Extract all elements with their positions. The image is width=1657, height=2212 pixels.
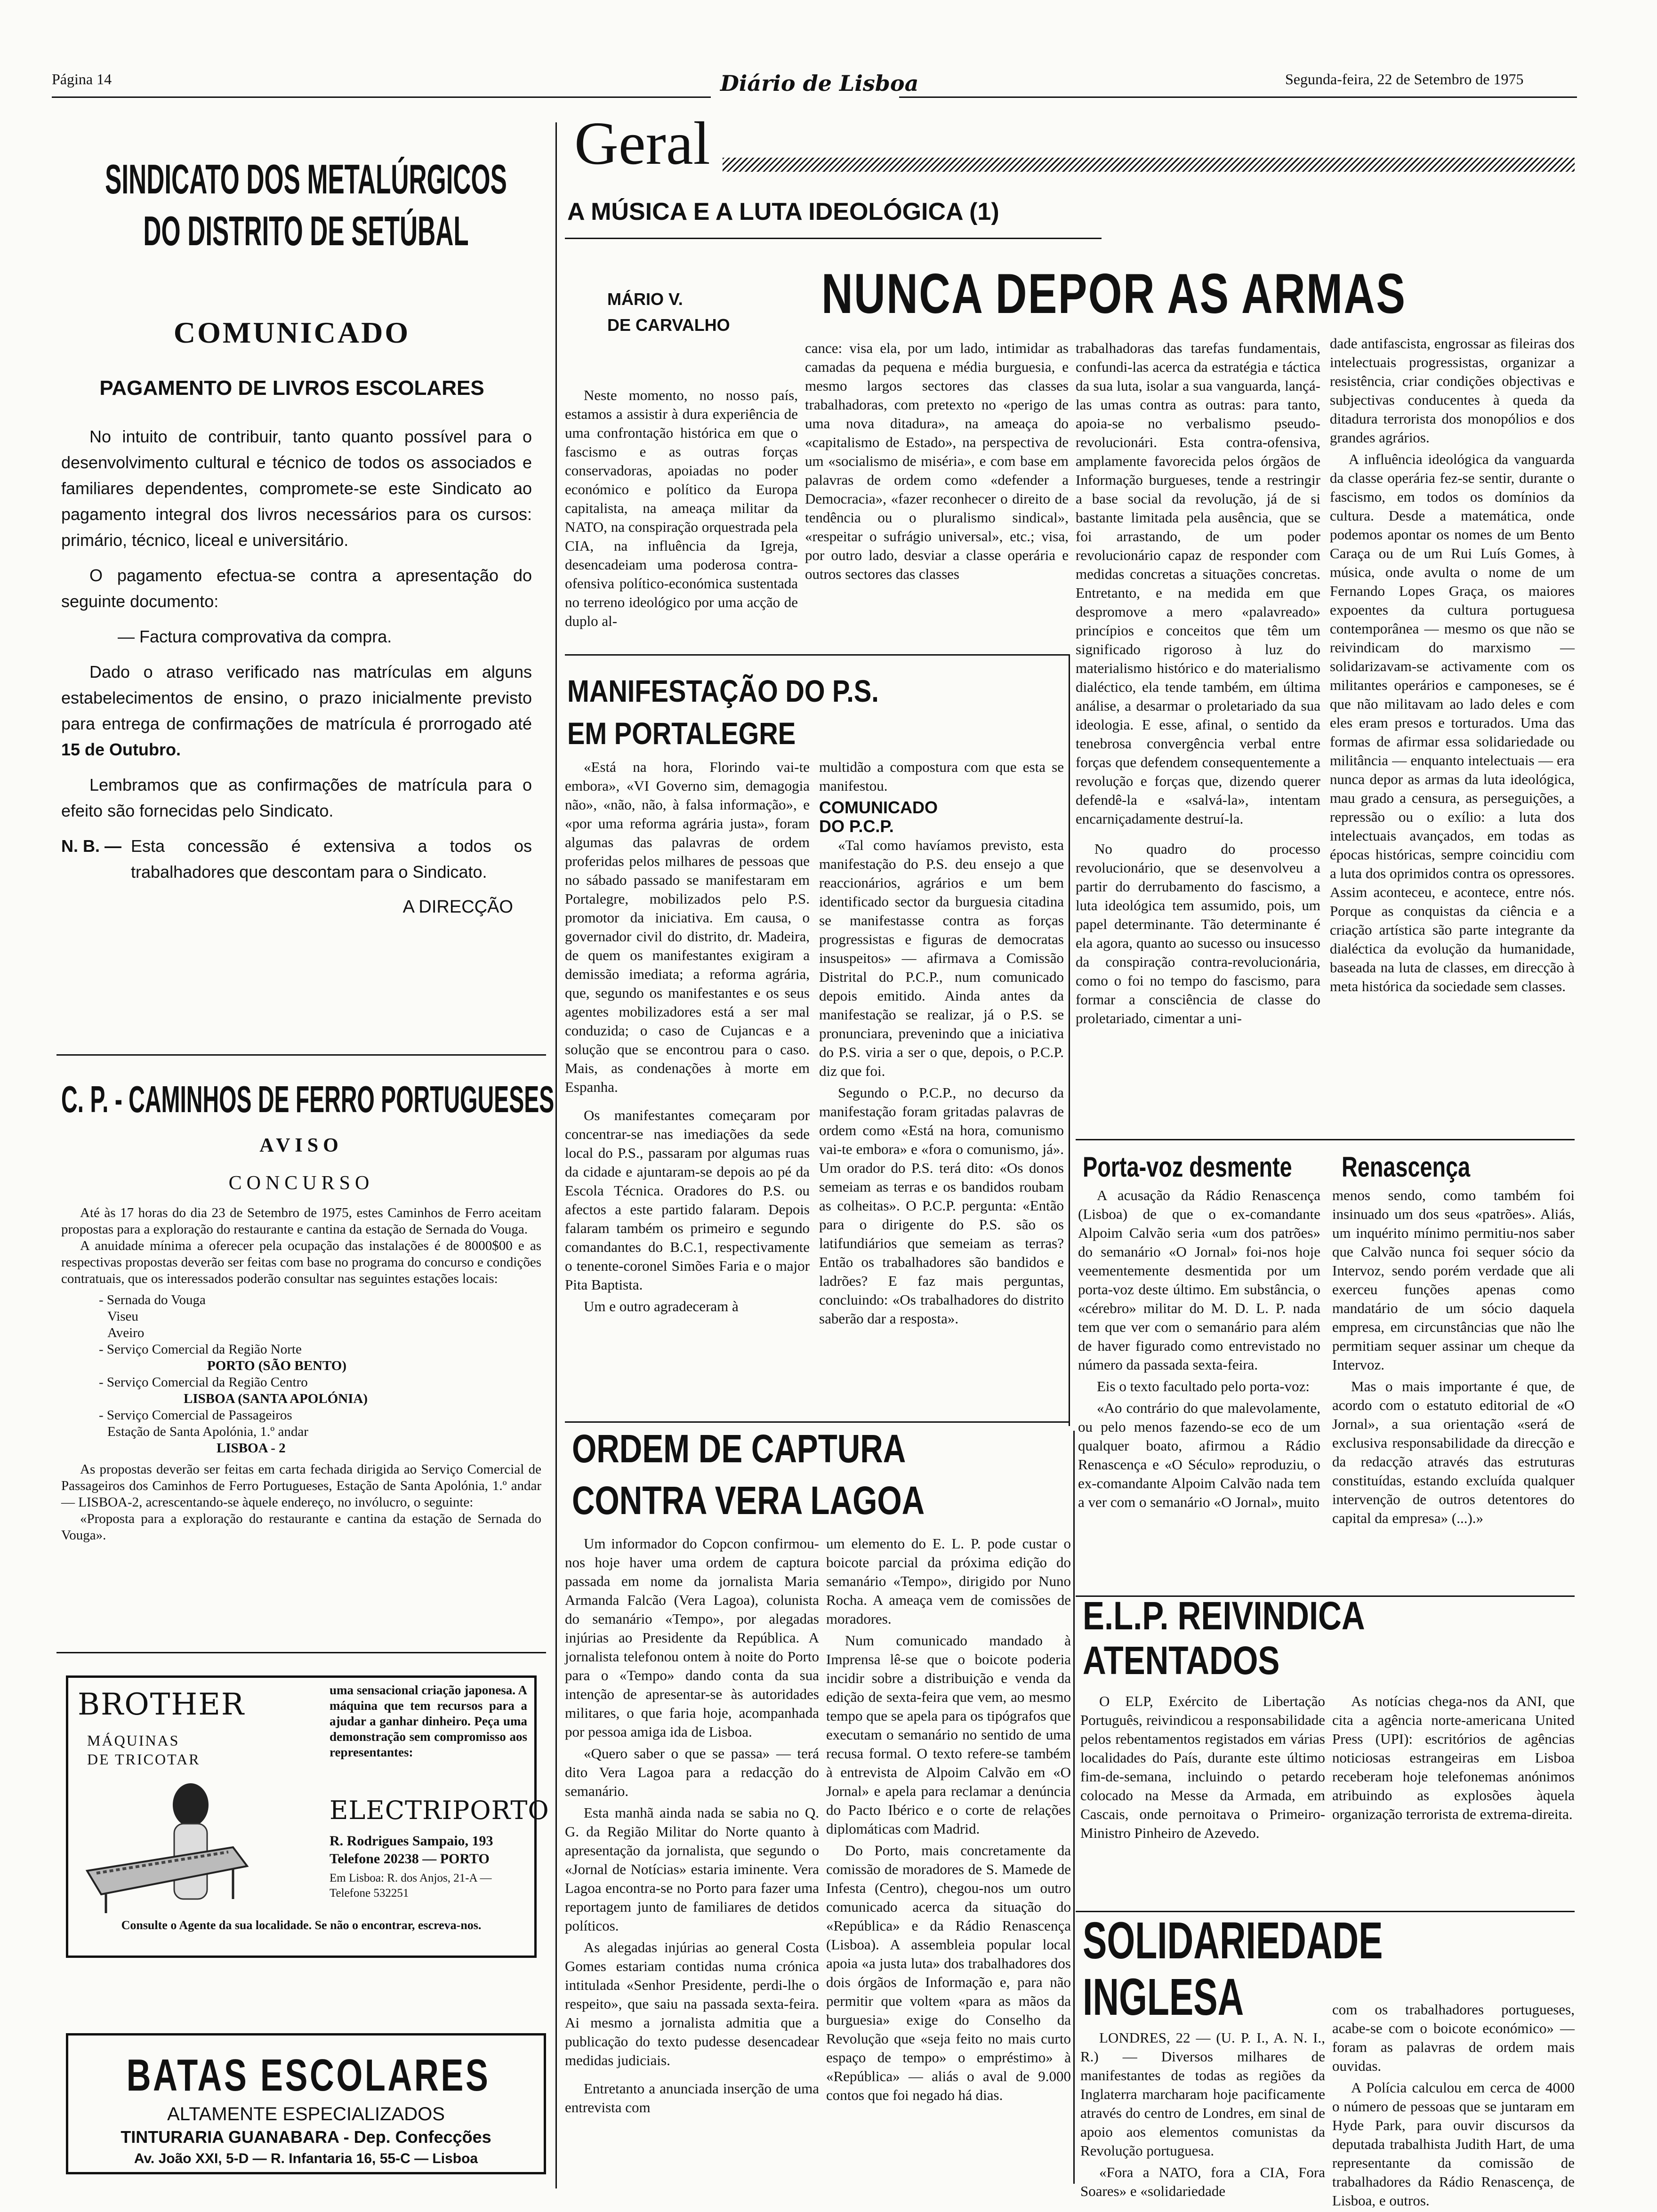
ordem-paragraph: Um informador do Copcon confirmou-nos hoje haver uma ordem de captura passada em nome da jornalista Maria Armanda Falcão (Vera Lagoa), colunista do semanário «Tempo», por alegadas injúrias ao Presidente da República. A jornalista telefonou ontem à noite do Porto para o «Tempo» dando conta da sua intenção de apresentar-se às autoridades militares, o que faria hoje, acompanhada por pessoa amiga ida de Lisboa. (565, 1535, 819, 1740)
ordem-paragraph: Entretanto a anunciada inserção de uma entrevista com (565, 2080, 819, 2116)
author-line1: MÁRIO V. (607, 289, 683, 309)
issue-date: Segunda-feira, 22 de Setembro de 1975 (1285, 71, 1524, 88)
sindicato-p4: Dado o atraso verificado nas matrículas em alguns estabelecimentos de ensino, o prazo inicialmente previsto para entrega de confirmações de matrícula é prorrogado até 15 de Outubro. (61, 662, 532, 759)
sindicato-nb (61, 833, 532, 885)
porta-paragraph: Mas o mais importante é que, de acordo com o estatuto editorial de «O Jornal», a sua orientação «será de exclusiva responsabilidade da direcção e da redacção através das estruturas constituídas, estando excluída qualquer intervenção de outros detentores do capital da empresa» (...).» (1332, 1378, 1575, 1526)
porta-top-rule (1076, 1139, 1575, 1140)
brother-addr2: Telefone 20238 — PORTO (330, 1851, 490, 1867)
manif-subhead-2: DO P.C.P. (819, 817, 894, 836)
cp-list-item: LISBOA - 2 (217, 1441, 286, 1456)
sindicato-body (61, 424, 532, 920)
cp-p4: «Proposta para a exploração do restaurante e cantina da estação de Sernada do Vouga». (61, 1511, 541, 1543)
page-number: Página 14 (52, 71, 112, 88)
brother-text: uma sensacional criação japonesa. A máquina que tem recursos para a ajudar a ganhar dinheiro. Peça uma demonstração sem compromisso aos representantes: (330, 1683, 527, 1759)
musica-paragraph: Neste momento, no nosso país, estamos a assistir à dura experiência de uma confrontação histórica em que o fascismo e as outras forças conservadoras, apoiadas no poder económico e político da Europa capitalista, na ameaça militar da NATO, na conspiração orquestrada pela CIA, na influência da Igreja, desencadeiam uma poderosa contra-ofensiva político-económica sustentada no terreno ideológico por uma acção de duplo al- (565, 387, 798, 629)
brother-dealer: ELECTRIPORTO (330, 1795, 549, 1825)
batas-title: BATAS ESCOLARES (126, 2050, 491, 2100)
sol-title-line2: INGLESA (1083, 1968, 1244, 2026)
batas-company: TINTURARIA GUANABARA - Dep. Confecções (121, 2127, 491, 2147)
brother-sub1: MÁQUINAS (87, 1732, 180, 1749)
musica-col3 (1076, 339, 1320, 1130)
author-line2: DE CARVALHO (607, 315, 730, 335)
ordem-paragraph: um elemento do E. L. P. pode custar o boicote parcial da próxima edição do semanário «Tempo», dirigido por Nuno Rocha. A ameaça vem de comissões de moradores. (826, 1535, 1071, 1627)
kicker-rule (565, 238, 1102, 239)
cp-p2: A anuidade mínima a oferecer pela ocupação das instalações é de 8000$00 e as respectivas propostas deverão ser feitas com base no programa do concurso e condições contratuais, que os interessados poderão consultar nas seguintes estações locais: (61, 1238, 541, 1286)
cp-notice (56, 1078, 555, 1643)
sindicato-p5: Lembramos que as confirmações de matrícula para o efeito são fornecidas pelo Sindicato. (61, 775, 532, 820)
masthead-rule-left (52, 96, 711, 98)
manif-paragraph: Um e outro agradeceram à (584, 1298, 739, 1314)
section-title-hatch (723, 158, 1575, 172)
porta-paragraph: menos sendo, como também foi insinuado um dos seus «patrões». Aliás, um inquérito mínimo permitiu-nos saber que Calvão nunca foi sequer sócio da Intervoz, sendo porém verdade que ali exerceu funções apenas como mandatário de um sócio daquela empresa, em circunstâncias que não lhe permitiam sequer assinar um cheque da Intervoz. (1332, 1187, 1575, 1373)
cp-list-item: - Serviço Comercial da Região Norte (99, 1342, 302, 1357)
batas-sub: ALTAMENTE ESPECIALIZADOS (167, 2104, 445, 2124)
cp-list-item: Viseu (107, 1309, 138, 1324)
brother-ad (66, 1675, 549, 1958)
musica-paragraph: dade antifascista, engrossar as fileiras dos intelectuais progressistas, organizar a resistência, criar condições objectivas e subjectivas conducentes à queda da ditadura terrorista dos monopólios e dos grandes agrários. (1330, 335, 1575, 446)
porta-paragraph: A acusação da Rádio Renascença (Lisboa) de que o ex-comandante Alpoim Calvão seria «um dos patrões» do semanário «O Jornal» foi-nos hoje veementemente desmentida por um porta-voz deste último. Em substância, o «cérebro» militar do M. D. L. P. nada tem que ver com o semanário para além de haver figurado como entrevistado no número da passada sexta-feira. (1078, 1187, 1320, 1373)
elp-title-line2: ATENTADOS (1083, 1638, 1280, 1683)
elp-paragraph: As notícias chega-nos da ANI, que cita a agência norte-americana United Press (UPI): escritórios de agências noticiosas estrangeiras em Lisboa receberam hoje telefonemas anónimos atribuindo as explosões àquela organização terrorista de extrema-direita. (1332, 1693, 1575, 1822)
ordem-title-line2: CONTRA VERA LAGOA (572, 1478, 925, 1523)
cp-p3: As propostas deverão ser feitas em carta fechada dirigida ao Serviço Comercial de Passageiros dos Caminhos de Ferro Portugueses, Estação de Santa Apolónia, 1.º andar — LISBOA-2, acrescentando-se àquele endereço, no invólucro, o seguinte: (61, 1462, 541, 1510)
sol-col1 (1080, 2028, 1325, 2198)
musica-box-rule (565, 654, 1069, 656)
cp-station-list (61, 1292, 541, 1457)
manif-paragraph: multidão a compostura com que esta se manifestou. (819, 759, 1064, 794)
left-divider-1 (56, 1054, 546, 1056)
manif-subhead-1: COMUNICADO (819, 798, 938, 817)
sol-paragraph: A Polícia calculou em cerca de 4000 o número de pessoas que se juntaram em Hyde Park, para ouvir discursos da deputada trabalhista Judith Hart, de uma representante da comissão de trabalhadores da Rádio Renascença, de Lisboa, e outros. (1332, 2079, 1575, 2209)
ordem-col2 (826, 1534, 1071, 2198)
manif-col2 (819, 758, 1064, 1407)
cp-list-item: Estação de Santa Apolónia, 1.º andar (107, 1424, 308, 1439)
sindicato-p1: No intuito de contribuir, tanto quanto possível para o desenvolvimento cultural e técnico de todos os associados e familiares dependentes, compromete-se este Sindicato ao pagamento integral dos livros necessários para os cursos: primário, técnico, liceal e universitário. (61, 427, 532, 550)
sol-col2 (1332, 2000, 1575, 2209)
cp-title: C. P. - CAMINHOS DE FERRO PORTUGUESES (61, 1078, 555, 1120)
sol-paragraph: «Fora a NATO, fora a CIA, Fora Soares» e «solidariedade (1080, 2164, 1325, 2199)
brother-sub2: DE TRICOTAR (87, 1751, 201, 1768)
batas-ad (66, 2033, 546, 2174)
cp-aviso: AVISO (259, 1135, 343, 1156)
comunicado-heading: COMUNICADO (173, 316, 410, 349)
series-kicker: A MÚSICA E A LUTA IDEOLÓGICA (1) (567, 198, 999, 225)
ordem-title-line1: ORDEM DE CAPTURA (572, 1427, 906, 1471)
ordem-paragraph: Num comunicado mandado à Imprensa lê-se que o boicote poderia incidir sobre a distribuição e venda da edição de sexta-feira que vem, ao mesmo tempo que se apela para os tipógrafos que executam o semanário no sentido de uma recusa formal. O texto refere-se também à entrevista de Alpoim Calvão em «O Jornal» e apela para reclamar a denúncia do Pacto Ibérico e o corte de relações diplomáticas com Madrid. (826, 1632, 1071, 1837)
porta-paragraph: Eis o texto facultado pelo porta-voz: (1097, 1378, 1310, 1395)
sindicato-p2: O pagamento efectua-se contra a apresentação do seguinte documento: (61, 566, 532, 611)
musica-box-vrule (1069, 654, 1070, 1426)
sindicato-title-line1: SINDICATO DOS METALÚRGICOS (105, 156, 507, 202)
cp-list-item: - Serviço Comercial da Região Centro (99, 1375, 308, 1390)
brother-addr1: R. Rodrigues Sampaio, 193 (330, 1833, 493, 1849)
manif-bottom-rule (565, 1421, 1069, 1423)
cp-concurso: CONCURSO (228, 1172, 374, 1194)
musica-paragraph: A influência ideológica da vanguarda da classe operária fez-se sentir, durante o fascismo, em todos os domínios da cultura. Desde a matemática, onde podemos apontar os nomes de um Bento Caraça ou de um Rui Luís Gomes, à música, onde avulta o nome de um Fernando Lopes Graça, os maiores expoentes da cultura portuguesa contemporânea — mesmo os que não se reivindicam do marxismo — solidarizavam-se activamente com os militantes operários e camponeses, se é que não militavam ao lado deles e com eles eram presos e torturados. Uma das formas de afirmar essa solidariedade ou militância — enquanto intelectuais — era nunca depor as armas da luta ideológica, mau grado a censura, as perseguições, a repressão ou o exílio: a luta dos intelectuais avançados, em todas as épocas históricas, sempre coincidiu com a luta dos oprimidos contra os opressores. Assim aconteceu, e acontece, entre nós. Porque as conquistas da ciência e a criação artística são parte integrante da dialéctica da evolução da humanidade, baseada na luta de classes, em direcção à meta histórica da sociedade sem classes. (1330, 451, 1575, 994)
nb-text: Esta concessão é extensiva a todos os trabalhadores que descontam para o Sindicato. (131, 836, 532, 882)
brother-footer: Consulte o Agente da sua localidade. Se não o encontrar, escreva-nos. (121, 1918, 482, 1932)
porta-title-line1: Porta-voz desmente (1083, 1151, 1292, 1183)
cp-list-item: Aveiro (107, 1325, 145, 1340)
manif-paragraph: Os manifestantes começaram por concentrar-se nas imediações da sede local do P.S., passaram por algumas ruas da cidade e ajuntaram-se depois ao pé da Escola Técnica. Oradores do P.S. ou afectos a este partido falaram. Depois falaram também os primeiro e segundo comandantes do B.C.1, respectivamente o tenente-coronel Simões Faria e o major Pita Baptista. (565, 1107, 810, 1293)
ordem-paragraph: Do Porto, mais concretamente da comissão de moradores de S. Mamede de Infesta (Centro), chegou-nos um outro comunicado acerca da situação do «República» e da Rádio Renascença (Lisboa). A assembleia popular local apoia «a justa luta» dos trabalhadores dos dois órgãos de Informação e, para não permitir que voltem «para as mãos da burguesia» exige do Conselho da Revolução que «seja feito no mais curto espaço de tempo» o empréstimo» à «República» — aliás o aval de 9.000 contos que foi negado há dias. (826, 1842, 1071, 2103)
section-title: Geral (574, 110, 710, 177)
musica-paragraph: cance: visa ela, por um lado, intimidar as camadas da pequena e média burguesia, e mesmo largos sectores das classes trabalhadoras, com pretexto no «perigo de uma nova ditadura», na ameaça do «capitalismo de Estado», na perspectiva de um «socialismo de miséria», e com base em palavras de ordem como «defender a Democracia», «fazer reconhecer o direito de tendência ou o pluralismo sindical», «respeitar o sufrágio universal», etc.; visa, por outro lado, desviar a classe operária e outros sectores das classes (805, 340, 1069, 582)
porta-col1 (1078, 1186, 1320, 1600)
masthead-rule-right (899, 96, 1577, 98)
elp-title-line1: E.L.P. REIVINDICA (1083, 1594, 1365, 1638)
elp-col2 (1332, 1692, 1575, 1904)
musica-paragraph: trabalhadoras das tarefas fundamentais, confundi-las acerca da estratégia e táctica da sua luta, isolar a sua vanguarda, lançá-las umas contra as outras: para tanto, apoia-se no verbalismo pseudo-revolucionári. Esta contra-ofensiva, amplamente favorecida pelos órgãos de Informação burgueses, tende a restringir a base social da revolução, já de si bastante limitada pela ausência, que se foi arrastando, de um poder revolucionário capaz de responder com medidas concretas a situações concretas. Entretanto, e na medida em que despromove a mero «palavreado» princípios e conceitos que têm um significado rigoroso à luz do materialismo histórico e do materialismo dialéctico, ela tende também, em última análise, a desarmar o proletariado da sua ideologia. E esse, afinal, o sentido da tenebrosa convergência verbal entre forças que defendem consequentemente a revolução e forças que, dizendo querer defendê-la e «salvá-la», intentam encarniçadamente destruí-la. (1076, 340, 1320, 827)
elp-col1 (1080, 1692, 1325, 1904)
cp-list-item: - Serviço Comercial de Passageiros (99, 1408, 292, 1423)
sindicato-subhead: PAGAMENTO DE LIVROS ESCOLARES (99, 377, 484, 400)
sol-paragraph: com os trabalhadores portugueses, acabe-se com o boicote económico» — foram as palavras de ordem mais ouvidas. (1332, 2001, 1575, 2074)
ordem-paragraph: As alegadas injúrias ao general Costa Gomes estariam contidas numa crónica intitulada «Senhor Presidente, perdi-lhe o respeito», que saiu na passada sexta-feira. Ai mesmo a jornalista admitia que a publicação do texto pudesse desencadear medidas judiciais. (565, 1939, 819, 2068)
manif-paragraph: «Tal como havíamos previsto, esta manifestação do P.S. deu ensejo a que reaccionários, agrários e um bem identificado sector da burguesia citadina se manifestasse contra as forças progressistas e figuras de democratas insuspeitos» — afirmava a Comissão Distrital do P.C.P., num comunicado depois emitido. Ainda antes da manifestação se realizar, já o P.S. se pronunciara, prevenindo que a iniciativa do P.S. viria a ser o que, depois, o P.C.P. diz que foi. (819, 837, 1064, 1079)
brother-addr3: Em Lisboa: R. dos Anjos, 21-A — Telefone 532251 (330, 1872, 492, 1899)
sindicato-signature: A DIRECÇÃO (402, 897, 513, 917)
cp-list-item: LISBOA (SANTA APOLÓNIA) (184, 1391, 368, 1406)
brother-brand: BROTHER (78, 1687, 245, 1722)
elp-paragraph: O ELP, Exército de Libertação Português, reivindicou a responsabilidade pelos rebentamentos registados em várias localidades do País, durante este último fim-de-semana, incluindo o petardo colocado na Messe da Armada, em Cascais, onde pernoitava o Primeiro-Ministro Pinheiro de Azevedo. (1080, 1693, 1325, 1841)
ordem-col1 (565, 1534, 819, 2198)
sindicato-notice (56, 141, 551, 1045)
musica-col4 (1330, 334, 1575, 1134)
musica-paragraph: No quadro do processo revolucionário, que se desenvolveu a partir do derrubamento do fascismo, a luta ideológica tem assumido, pois, um papel determinante. Tão determinante é ela agora, quanto ao sucesso ou insucesso da conspiração contra-revolucionária, como o foi no tempo do fascismo, para formar a consciência de classe do proletariado, cimentar a uni- (1076, 841, 1320, 1026)
knitting-machine-illustration (78, 1777, 266, 1918)
ordem-paragraph: «Quero saber o que se passa» — terá dito Vera Lagoa para a redacção do semanário. (565, 1745, 819, 1799)
musica-col2 (805, 339, 1069, 647)
cp-p1: Até às 17 horas do dia 23 de Setembro de 1975, estes Caminhos de Ferro aceitam propostas para a exploração do restaurante e cantina da estação de Sernada do Vouga. (61, 1205, 541, 1237)
left-divider-2 (56, 1652, 546, 1653)
manif-paragraph: Segundo o P.C.P., no decurso da manifestação foram gritadas palavras de ordem como «Está na hora, comunismo vai-te embora» e «fora o comunismo, já». Um orador do P.S. terá dito: «Os donos semeiam as terras e os bandidos roubam as colheitas». O P.C.P. pergunta: «Então para o dirigente do P.S. são os latifundiários que semeiam as terras? Então os trabalhadores são bandidos e ladrões? E faz mais perguntas, concluindo: «Os trabalhadores do distrito saberão dar a resposta». (819, 1084, 1064, 1327)
batas-address: Av. João XXI, 5-D — R. Infantaria 16, 55-C — Lisboa (134, 2151, 478, 2166)
cp-body (61, 1205, 541, 1544)
musica-col1 (565, 386, 798, 647)
newspaper-name: Diário de Lisboa (720, 71, 919, 96)
manif-col1 (565, 758, 810, 1407)
porta-title-line2: Renascença (1342, 1151, 1471, 1183)
ordem-paragraph: Esta manhã ainda nada se sabia no Q. G. da Região Militar do Norte quanto à apresentação da jornalista, que segundo o «Jornal de Notícias» estaria iminente. Vera Lagoa encontra-se no Porto para fazer uma reportagem junto de familiares de detidos políticos. (565, 1804, 819, 1934)
manif-title-line1: MANIFESTAÇÃO DO P.S. (567, 673, 879, 708)
porta-col2 (1332, 1186, 1575, 1600)
sindicato-p3: — Factura comprovativa da compra. (118, 627, 392, 646)
manif-paragraph: «Está na hora, Florindo vai-te embora», «VI Governo sim, demagogia não», «não, não, à falsa informação», e «por uma reforma agrária justa», foram algumas das palavras de ordem proferidas pelos milhares de pessoas que no sábado passado se manifestaram em Portalegre, mobilizados pelo P.S. promotor da iniciativa. Em causa, o governador civil do distrito, dr. Madeira, de quem os manifestantes exigiram a demissão imediata; a reforma agrária, que, segundo os manifestantes e os seus agentes mobilizadores está a ser mal conduzida; o caso de Cujancas e a solução que se encontrou para o caso. Mais, as condenações à morte em Espanha. (565, 759, 810, 1095)
sol-paragraph: LONDRES, 22 — (U. P. I., A. N. I., R.) — Diversos milhares de manifestantes de todas as regiões da Inglaterra marcharam hoje pacificamente através do centro de Londres, em sinal de apoio aos elementos comunistas da Revolução portuguesa. (1080, 2029, 1325, 2159)
sol-title-line1: SOLIDARIEDADE (1083, 1912, 1383, 1970)
nb-label: N. B. — (61, 836, 122, 856)
manif-title-line2: EM PORTALEGRE (567, 716, 796, 751)
main-headline: NUNCA DEPOR AS ARMAS (821, 262, 1407, 325)
sindicato-title-line2: DO DISTRITO DE SETÚBAL (143, 208, 469, 254)
porta-paragraph: «Ao contrário do que malevolamente, ou pelo menos fazendo-se eco de um qualquer boato, afirmou a Rádio Renascença e «O Século» reproduziu, o ex-comandante Alpoim Calvão nada tem a ver com o semanário «O Jornal», muito (1078, 1400, 1320, 1510)
cp-list-item: - Sernada do Vouga (99, 1292, 206, 1307)
page-column-divider (555, 122, 557, 2188)
cp-list-item: PORTO (SÃO BENTO) (207, 1358, 347, 1373)
ordem-vrule (1073, 1431, 1075, 2184)
